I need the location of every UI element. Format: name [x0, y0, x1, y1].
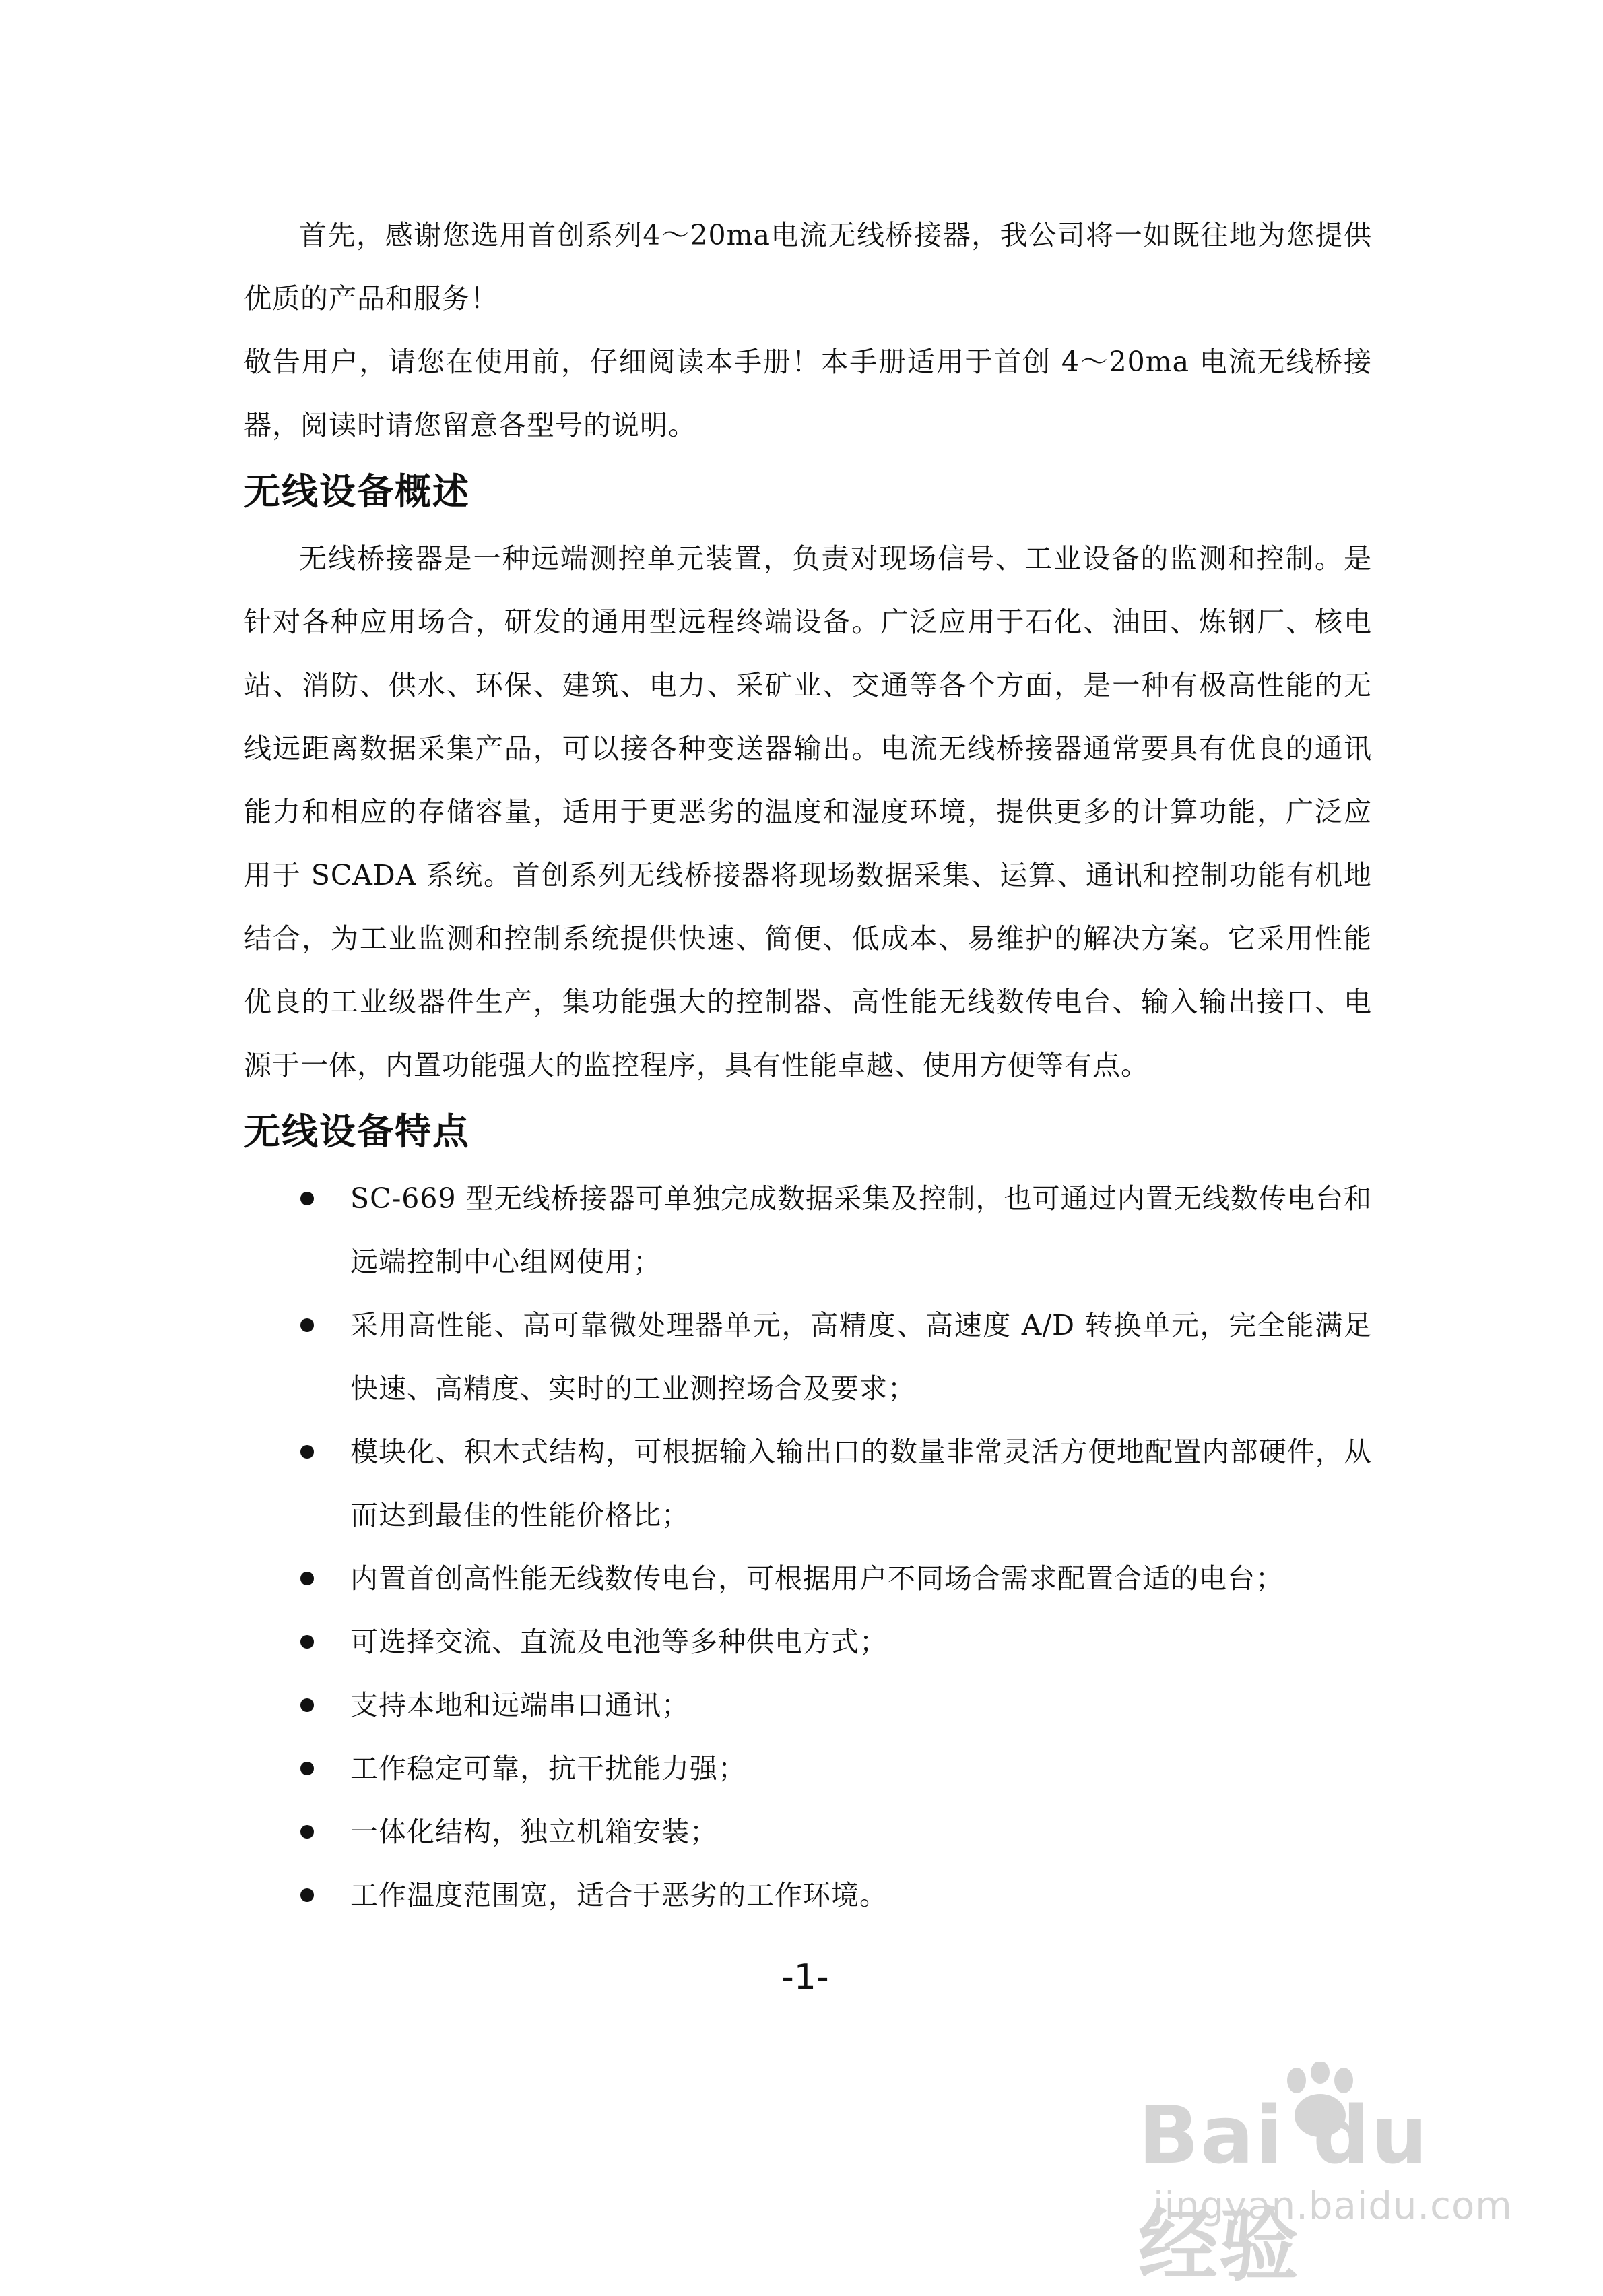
bullet-icon — [300, 1635, 314, 1649]
feature-item — [244, 1167, 1372, 1294]
feature-text: 模块化、积木式结构，可根据输入输出口的数量非常灵活方便地配置内部硬件，从而达到最佳的性能价格比； — [350, 1436, 1372, 1531]
feature-text: 一体化结构，独立机箱安装； — [350, 1816, 718, 1848]
intro-paragraph: 首先，感谢您选用首创系列4～20ma电流无线桥接器，我公司将一如既往地为您提供优质的产品和服务！ — [244, 219, 1372, 315]
feature-item — [244, 1547, 1372, 1610]
bullet-icon — [300, 1762, 314, 1775]
feature-item — [244, 1800, 1372, 1863]
features-list — [244, 1167, 1372, 1927]
feature-item — [244, 1420, 1372, 1547]
feature-text: 工作稳定可靠，抗干扰能力强； — [350, 1752, 746, 1785]
bullet-icon — [300, 1698, 314, 1712]
bullet-icon — [300, 1572, 314, 1585]
document-body — [244, 203, 1372, 1927]
bullet-icon — [300, 1825, 314, 1839]
feature-item — [244, 1673, 1372, 1737]
feature-item — [244, 1294, 1372, 1420]
feature-text: 支持本地和远端串口通讯； — [350, 1689, 690, 1721]
feature-text: 工作温度范围宽，适合于恶劣的工作环境。 — [350, 1879, 888, 1911]
feature-item — [244, 1737, 1372, 1800]
overview-paragraph: 无线桥接器是一种远端测控单元装置，负责对现场信号、工业设备的监测和控制。是针对各种应用场合，研发的通用型远程终端设备。广泛应用于石化、油田、炼钢厂、核电站、消防、供水、环保、建筑、电力、采矿业、交通等各个方面，是一种有极高性能的无线远距离数据采集产品，可以接各种变送器输出。电流无线桥接器通常要具有优良的通讯能力和相应的存储容量，适用于更恶劣的温度和湿度环境，提供更多的计算功能，广泛应用于 SCADA 系统。首创系列无线桥接器将现场数据采集、运算、通讯和控制功能有机地结合，为工业监测和控制系统提供快速、简便、低成本、易维护的解决方案。它采用性能优良的工业级器件生产，集功能强大的控制器、高性能无线数传电台、输入输出接口、电源于一体，内置功能强大的监控程序，具有性能卓越、使用方便等有点。 — [244, 542, 1372, 1081]
feature-item — [244, 1863, 1372, 1927]
baidu-jingyan-watermark — [1138, 2062, 1515, 2292]
feature-text: SC-669 型无线桥接器可单独完成数据采集及控制，也可通过内置无线数传电台和远端控制中心组网使用； — [350, 1182, 1372, 1278]
feature-text: 采用高性能、高可靠微处理器单元，高精度、高速度 A/D 转换单元，完全能满足快速、高精度、实时的工业测控场合及要求； — [350, 1309, 1372, 1405]
bullet-icon — [300, 1445, 314, 1459]
bullet-icon — [300, 1888, 314, 1902]
watermark-logo: Bai du 经验 — [1138, 2088, 1429, 2292]
watermark-url: jingyan.baidu.com — [1153, 2184, 1513, 2228]
feature-text: 内置首创高性能无线数传电台，可根据用户不同场合需求配置合适的电台； — [350, 1562, 1284, 1595]
bullet-icon — [300, 1318, 314, 1332]
bullet-icon — [300, 1192, 314, 1205]
notice-paragraph: 敬告用户，请您在使用前，仔细阅读本手册！本手册适用于首创 4～20ma 电流无线桥接器，阅读时请您留意各型号的说明。 — [244, 346, 1372, 441]
features-heading: 无线设备特点 — [244, 1110, 470, 1153]
feature-text: 可选择交流、直流及电池等多种供电方式； — [350, 1626, 888, 1658]
feature-item — [244, 1610, 1372, 1673]
page-number: -1- — [781, 1957, 829, 1998]
overview-heading: 无线设备概述 — [244, 470, 470, 513]
